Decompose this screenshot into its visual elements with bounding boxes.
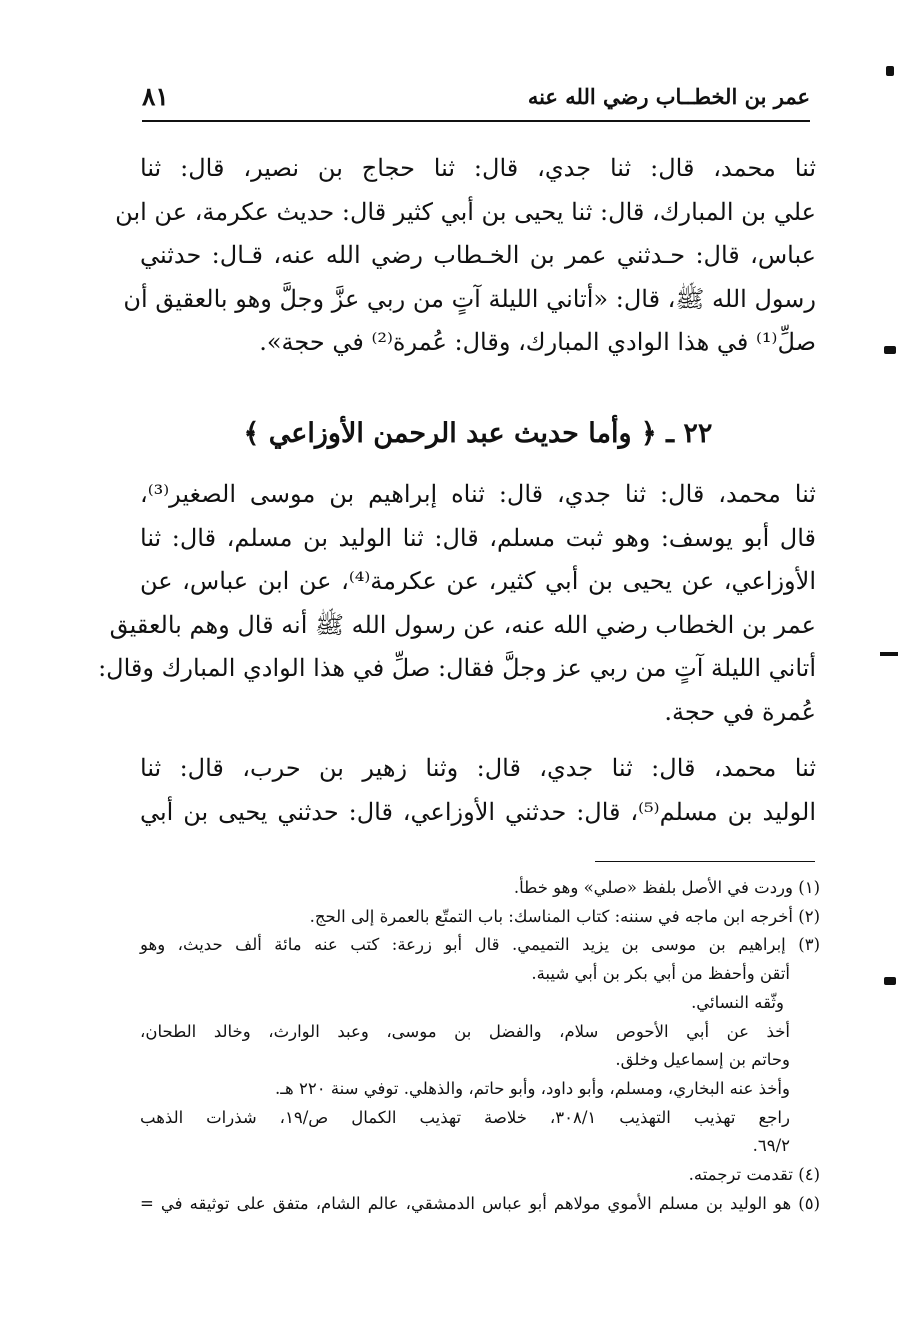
scan-mark	[884, 346, 896, 354]
paragraph-1-line: علي بن المبارك، قال: ثنا يحيى بن أبي كثير قال: حديث عكرمة، عن ابن	[115, 197, 816, 226]
scan-mark	[886, 66, 894, 76]
footnote-3-continuation: راجع تهذيب التهذيب ٣٠٨/١، خلاصة تهذيب الكمال ص/١٩، شذرات الذهب	[140, 1107, 790, 1127]
footnote-5: (٥) هو الوليد بن مسلم الأموي مولاهم أبو عباس الدمشقي، عالم الشام، متفق على توثيقه في =	[140, 1193, 820, 1213]
scan-mark	[884, 977, 896, 985]
footnote-3-continuation: وحاتم بن إسماعيل وخلق.	[615, 1050, 790, 1070]
footnote-3-continuation: أتقن وأحفظ من أبي بكر بن أبي شيبة.	[531, 964, 790, 984]
footnote-1: (١) وردت في الأصل بلفظ «صلي» وهو خطأ.	[513, 878, 820, 897]
paragraph-1	[115, 147, 816, 365]
paragraph-2-line: قال أبو يوسف: وهو ثبت مسلم، قال: ثنا الوليد بن مسلم، قال: ثنا	[140, 523, 816, 552]
footnotes	[140, 874, 820, 1218]
paragraph-3	[140, 747, 816, 834]
footnote-3: (٣) إبراهيم بن موسى بن يزيد التميمي. قال أبو زرعة: كتب عنه مائة ألف حديث، وهو	[140, 935, 820, 955]
paragraph-2-line: عُمرة في حجة.	[664, 697, 816, 726]
scan-mark	[880, 652, 898, 656]
footnote-3-continuation: أخذ عن أبي الأحوص سلام، والفضل بن موسى، وعبد الوارث، وخالد الطحان،	[140, 1021, 790, 1041]
paragraph-3-line: ثنا محمد، قال: ثنا جدي، قال: وثنا زهير بن حرب، قال: ثنا	[140, 754, 817, 782]
running-header	[142, 84, 810, 120]
footnote-2: (٢) أخرجه ابن ماجه في سننه: كتاب المناسك: باب التمتّع بالعمرة إلى الحج.	[309, 906, 820, 926]
footnote-3-continuation: وأخذ عنه البخاري، ومسلم، وأبو داود، وأبو حاتم، والذهلي. توفي سنة ٢٢٠ هـ.	[274, 1078, 790, 1098]
paragraph-3-line: الوليد بن مسلم⁽⁵⁾، قال: حدثني الأوزاعي، قال: حدثني يحيى بن أبي	[140, 797, 816, 826]
page-number: ٨١	[142, 82, 169, 111]
paragraph-2-line: أتاني الليلة آتٍ من ربي عز وجلَّ فقال: صلِّ في هذا الوادي المبارك وقال:	[98, 654, 816, 682]
footnote-separator	[595, 861, 815, 862]
running-header-title: عمر بن الخطــاب رضي الله عنه	[527, 84, 810, 109]
paragraph-1-line: صلِّ⁽¹⁾ في هذا الوادي المبارك، وقال: عُمرة⁽²⁾ في حجة».	[259, 328, 816, 356]
paragraph-1-line: رسول الله ﷺ، قال: «أتاني الليلة آتٍ من ربي عزَّ وجلَّ وهو بالعقيق أن	[123, 284, 816, 313]
paragraph-2-line: ثنا محمد، قال: ثنا جدي، قال: ثناه إبراهيم بن موسى الصغير⁽³⁾،	[140, 480, 816, 508]
section-heading: ٢٢ ـ ﴿ وأما حديث عبد الرحمن الأوزاعي ﴾	[243, 418, 713, 449]
footnote-3-continuation: وثّقه النسائي.	[691, 992, 784, 1012]
footnote-4: (٤) تقدمت ترجمته.	[688, 1165, 820, 1185]
paragraph-2-line: عمر بن الخطاب رضي الله عنه، عن رسول الله ﷺ أنه قال وهم بالعقيق	[109, 610, 816, 639]
paragraph-1-line: عباس، قال: حـدثني عمر بن الخـطاب رضي الله عنه، قـال: حدثني	[140, 241, 816, 269]
paragraph-1-line: ثنا محمد، قال: ثنا جدي، قال: ثنا حجاج بن نصير، قال: ثنا	[140, 154, 816, 182]
paragraph-2-line: الأوزاعي، عن يحيى بن أبي كثير، عن عكرمة⁽⁴⁾، عن ابن عباس، عن	[140, 567, 817, 595]
header-rule	[142, 120, 810, 122]
paragraph-2	[98, 473, 817, 734]
footnote-3-continuation: ٦٩/٢.	[752, 1136, 790, 1156]
